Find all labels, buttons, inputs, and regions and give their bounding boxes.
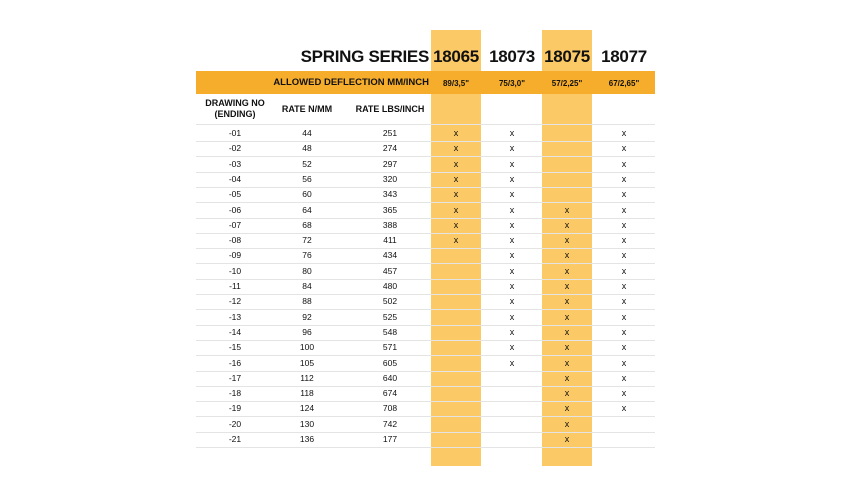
rate-lbs-cell: 274 bbox=[382, 143, 398, 154]
compatibility-mark-18075: x bbox=[564, 326, 570, 337]
compatibility-mark-18077: x bbox=[621, 326, 627, 337]
rate-lbs-cell: 640 bbox=[382, 372, 398, 383]
table-row bbox=[196, 294, 655, 310]
series-header-18077: 18077 bbox=[601, 47, 647, 66]
compatibility-mark-18065: x bbox=[453, 173, 459, 184]
compatibility-mark-18073: x bbox=[509, 342, 515, 353]
compatibility-mark-18077 bbox=[595, 417, 653, 432]
rate-lbs-cell: 457 bbox=[382, 265, 398, 276]
deflection-label: ALLOWED DEFLECTION MM/INCH bbox=[273, 77, 429, 88]
table-row bbox=[196, 417, 655, 433]
compatibility-mark-18075: x bbox=[564, 204, 570, 215]
compatibility-mark-18077: x bbox=[621, 235, 627, 246]
compatibility-mark-18073: x bbox=[509, 311, 515, 322]
rate-nmm-cell: 64 bbox=[302, 204, 312, 215]
deflection-value: 57/2,25" bbox=[551, 79, 583, 88]
table-row bbox=[196, 248, 655, 264]
drawing-no-cell: -11 bbox=[229, 281, 241, 291]
rate-nmm-cell: 56 bbox=[302, 173, 312, 184]
rate-nmm-cell: 60 bbox=[302, 189, 312, 200]
compatibility-mark-18077: x bbox=[621, 204, 627, 215]
table-row bbox=[196, 325, 655, 341]
compatibility-mark-18075: x bbox=[564, 281, 570, 291]
rate-lbs-cell: 297 bbox=[382, 158, 398, 169]
compatibility-mark-18077: x bbox=[621, 173, 627, 184]
drawing-no-cell: -15 bbox=[228, 342, 242, 353]
compatibility-mark-18073: x bbox=[509, 128, 515, 138]
rate-nmm-cell: 52 bbox=[302, 158, 312, 169]
compatibility-mark-18073: x bbox=[509, 158, 515, 169]
compatibility-mark-18075: x bbox=[564, 418, 570, 429]
compatibility-mark-18065: x bbox=[453, 189, 459, 200]
compatibility-mark-18065 bbox=[427, 279, 485, 294]
rate-nmm-cell: 44 bbox=[302, 128, 312, 138]
drawing-no-cell: -05 bbox=[228, 189, 242, 200]
compatibility-mark-18073: x bbox=[509, 265, 515, 276]
rate-lbs-cell: 525 bbox=[382, 311, 398, 322]
compatibility-mark-18065 bbox=[427, 264, 485, 279]
compatibility-mark-18065: x bbox=[453, 158, 459, 169]
compatibility-mark-18075: x bbox=[564, 342, 570, 353]
compatibility-mark-18077: x bbox=[621, 388, 627, 399]
compatibility-mark-18075: x bbox=[564, 403, 570, 414]
compatibility-mark-18073: x bbox=[509, 173, 515, 184]
compatibility-mark-18065 bbox=[427, 386, 485, 401]
compatibility-mark-18075: x bbox=[564, 388, 570, 399]
table-row bbox=[196, 432, 655, 448]
rate-nmm-cell: 92 bbox=[302, 311, 312, 322]
rate-nmm-cell: 76 bbox=[302, 250, 312, 261]
table-row bbox=[196, 187, 655, 203]
rate-lbs-header: RATE LBS/INCH bbox=[355, 104, 425, 114]
drawing-no-cell: -10 bbox=[228, 265, 242, 276]
compatibility-mark-18065 bbox=[427, 432, 485, 447]
rate-nmm-cell: 105 bbox=[299, 357, 315, 368]
rate-lbs-cell: 571 bbox=[382, 342, 398, 353]
compatibility-mark-18073: x bbox=[509, 219, 515, 230]
compatibility-mark-18065 bbox=[427, 356, 485, 371]
compatibility-mark-18073: x bbox=[509, 250, 515, 261]
table-row bbox=[196, 371, 655, 387]
compatibility-mark-18075: x bbox=[564, 311, 570, 322]
compatibility-mark-18073: x bbox=[509, 281, 515, 291]
header-divider bbox=[196, 124, 655, 125]
compatibility-mark-18065 bbox=[427, 371, 485, 386]
rate-lbs-cell: 434 bbox=[382, 250, 398, 261]
series-header-18065: 18065 bbox=[433, 47, 479, 66]
drawing-no-cell: -19 bbox=[228, 403, 242, 414]
rate-lbs-cell: 548 bbox=[382, 326, 398, 337]
compatibility-mark-18073 bbox=[483, 417, 541, 432]
drawing-no-cell: -16 bbox=[228, 357, 242, 368]
compatibility-mark-18065 bbox=[427, 401, 485, 416]
table-row bbox=[196, 401, 655, 417]
rate-lbs-cell: 502 bbox=[382, 296, 398, 307]
rate-lbs-cell: 411 bbox=[383, 235, 397, 246]
compatibility-mark-18077: x bbox=[621, 357, 627, 368]
table-row bbox=[196, 218, 655, 234]
drawing-no-cell: -20 bbox=[228, 418, 242, 429]
table-row bbox=[196, 157, 655, 173]
table-row bbox=[196, 172, 655, 188]
rate-lbs-cell: 605 bbox=[382, 357, 398, 368]
rate-lbs-cell: 674 bbox=[382, 388, 398, 399]
table-row bbox=[196, 264, 655, 280]
rate-nmm-header: RATE N/MM bbox=[281, 104, 333, 114]
rate-lbs-cell: 388 bbox=[382, 219, 398, 230]
compatibility-mark-18065: x bbox=[453, 235, 459, 246]
rate-nmm-cell: 72 bbox=[302, 235, 312, 246]
compatibility-mark-18077: x bbox=[621, 311, 627, 322]
compatibility-mark-18073: x bbox=[509, 357, 515, 368]
compatibility-mark-18077: x bbox=[621, 219, 627, 230]
compatibility-mark-18077: x bbox=[621, 189, 627, 200]
drawing-no-cell: -12 bbox=[228, 296, 242, 307]
rate-nmm-cell: 118 bbox=[300, 388, 314, 399]
drawing-no-cell: -06 bbox=[228, 204, 242, 215]
rate-nmm-cell: 100 bbox=[299, 342, 315, 353]
drawing-no-cell: -17 bbox=[228, 372, 242, 383]
compatibility-mark-18075: x bbox=[564, 219, 570, 230]
compatibility-mark-18077: x bbox=[621, 296, 627, 307]
deflection-value: 89/3,5" bbox=[442, 79, 470, 88]
compatibility-mark-18065: x bbox=[453, 219, 459, 230]
compatibility-mark-18077: x bbox=[621, 372, 627, 383]
compatibility-mark-18073: x bbox=[509, 143, 515, 154]
compatibility-mark-18065: x bbox=[453, 128, 459, 138]
table-row bbox=[196, 203, 655, 219]
rate-nmm-cell: 124 bbox=[299, 403, 315, 414]
rate-lbs-cell: 251 bbox=[382, 128, 398, 138]
drawing-no-cell: -07 bbox=[228, 219, 242, 230]
compatibility-mark-18077: x bbox=[621, 143, 627, 154]
rate-lbs-cell: 365 bbox=[382, 204, 398, 215]
rate-nmm-cell: 88 bbox=[302, 296, 312, 307]
drawing-no-cell: -18 bbox=[228, 388, 242, 399]
rate-nmm-cell: 136 bbox=[299, 434, 315, 444]
rate-lbs-cell: 708 bbox=[382, 403, 398, 414]
rate-nmm-cell: 96 bbox=[302, 326, 312, 337]
drawing-no-cell: -14 bbox=[228, 326, 242, 337]
compatibility-mark-18075: x bbox=[564, 265, 570, 276]
deflection-value: 75/3,0" bbox=[498, 79, 526, 88]
table-row bbox=[196, 310, 655, 326]
rate-lbs-cell: 320 bbox=[382, 173, 398, 184]
compatibility-mark-18075: x bbox=[564, 372, 570, 383]
compatibility-mark-18075 bbox=[538, 157, 596, 172]
compatibility-mark-18073 bbox=[483, 432, 541, 447]
drawing-no-cell: -01 bbox=[228, 128, 242, 138]
table-row bbox=[196, 279, 655, 295]
compatibility-mark-18077: x bbox=[621, 265, 627, 276]
drawing-no-cell: -08 bbox=[228, 235, 242, 246]
compatibility-mark-18075: x bbox=[564, 235, 570, 246]
compatibility-mark-18065 bbox=[427, 325, 485, 340]
compatibility-mark-18075 bbox=[538, 141, 596, 156]
compatibility-mark-18065 bbox=[427, 294, 485, 309]
compatibility-mark-18077 bbox=[595, 432, 653, 447]
compatibility-mark-18075 bbox=[538, 187, 596, 202]
series-header-18073: 18073 bbox=[489, 47, 535, 66]
drawing-no-header bbox=[196, 98, 274, 120]
compatibility-mark-18077: x bbox=[621, 281, 627, 291]
rate-lbs-cell: 480 bbox=[382, 281, 398, 291]
compatibility-mark-18075: x bbox=[564, 250, 570, 261]
rate-lbs-cell: 343 bbox=[382, 189, 398, 200]
compatibility-mark-18077: x bbox=[621, 128, 627, 138]
series-header-18075: 18075 bbox=[544, 47, 590, 66]
compatibility-mark-18075 bbox=[538, 172, 596, 187]
compatibility-mark-18065 bbox=[427, 417, 485, 432]
compatibility-mark-18073 bbox=[483, 386, 541, 401]
compatibility-mark-18077: x bbox=[621, 403, 627, 414]
rate-lbs-cell: 177 bbox=[382, 434, 398, 444]
compatibility-mark-18065 bbox=[427, 248, 485, 263]
table-row bbox=[196, 356, 655, 372]
rate-nmm-cell: 48 bbox=[302, 143, 312, 154]
drawing-no-cell: -13 bbox=[228, 311, 242, 322]
compatibility-mark-18075: x bbox=[564, 357, 570, 368]
compatibility-mark-18065: x bbox=[453, 143, 459, 154]
compatibility-mark-18077: x bbox=[621, 342, 627, 353]
compatibility-mark-18073: x bbox=[509, 296, 515, 307]
compatibility-mark-18065: x bbox=[453, 204, 459, 215]
rate-lbs-cell: 742 bbox=[382, 418, 398, 429]
rate-nmm-cell: 112 bbox=[300, 372, 314, 383]
deflection-value: 67/2,65" bbox=[608, 79, 640, 88]
drawing-no-cell: -21 bbox=[228, 434, 242, 444]
drawing-no-cell: -03 bbox=[228, 158, 242, 169]
compatibility-mark-18075: x bbox=[564, 296, 570, 307]
compatibility-mark-18077: x bbox=[621, 250, 627, 261]
compatibility-mark-18065 bbox=[427, 340, 485, 355]
table-row bbox=[196, 340, 655, 356]
rate-nmm-cell: 84 bbox=[302, 281, 312, 291]
table-row bbox=[196, 141, 655, 157]
rate-nmm-cell: 80 bbox=[302, 265, 312, 276]
compatibility-mark-18065 bbox=[427, 310, 485, 325]
rate-nmm-cell: 130 bbox=[299, 418, 315, 429]
drawing-no-cell: -04 bbox=[228, 173, 242, 184]
compatibility-mark-18073 bbox=[483, 401, 541, 416]
compatibility-mark-18077: x bbox=[621, 158, 627, 169]
compatibility-mark-18075 bbox=[538, 126, 596, 141]
compatibility-mark-18073: x bbox=[509, 235, 515, 246]
drawing-no-header-line1: DRAWING NO bbox=[205, 98, 265, 108]
drawing-no-cell: -09 bbox=[228, 250, 242, 261]
compatibility-mark-18073: x bbox=[509, 204, 515, 215]
table-row bbox=[196, 126, 655, 142]
drawing-no-cell: -02 bbox=[228, 143, 242, 154]
drawing-no-header-line2: (ENDING) bbox=[214, 109, 256, 119]
rate-nmm-cell: 68 bbox=[302, 219, 312, 230]
compatibility-mark-18073 bbox=[483, 371, 541, 386]
compatibility-mark-18073: x bbox=[509, 326, 515, 337]
compatibility-mark-18075: x bbox=[564, 434, 570, 444]
table-row bbox=[196, 233, 655, 249]
table-row bbox=[196, 386, 655, 402]
compatibility-mark-18073: x bbox=[509, 189, 515, 200]
series-title: SPRING SERIES bbox=[300, 47, 429, 66]
